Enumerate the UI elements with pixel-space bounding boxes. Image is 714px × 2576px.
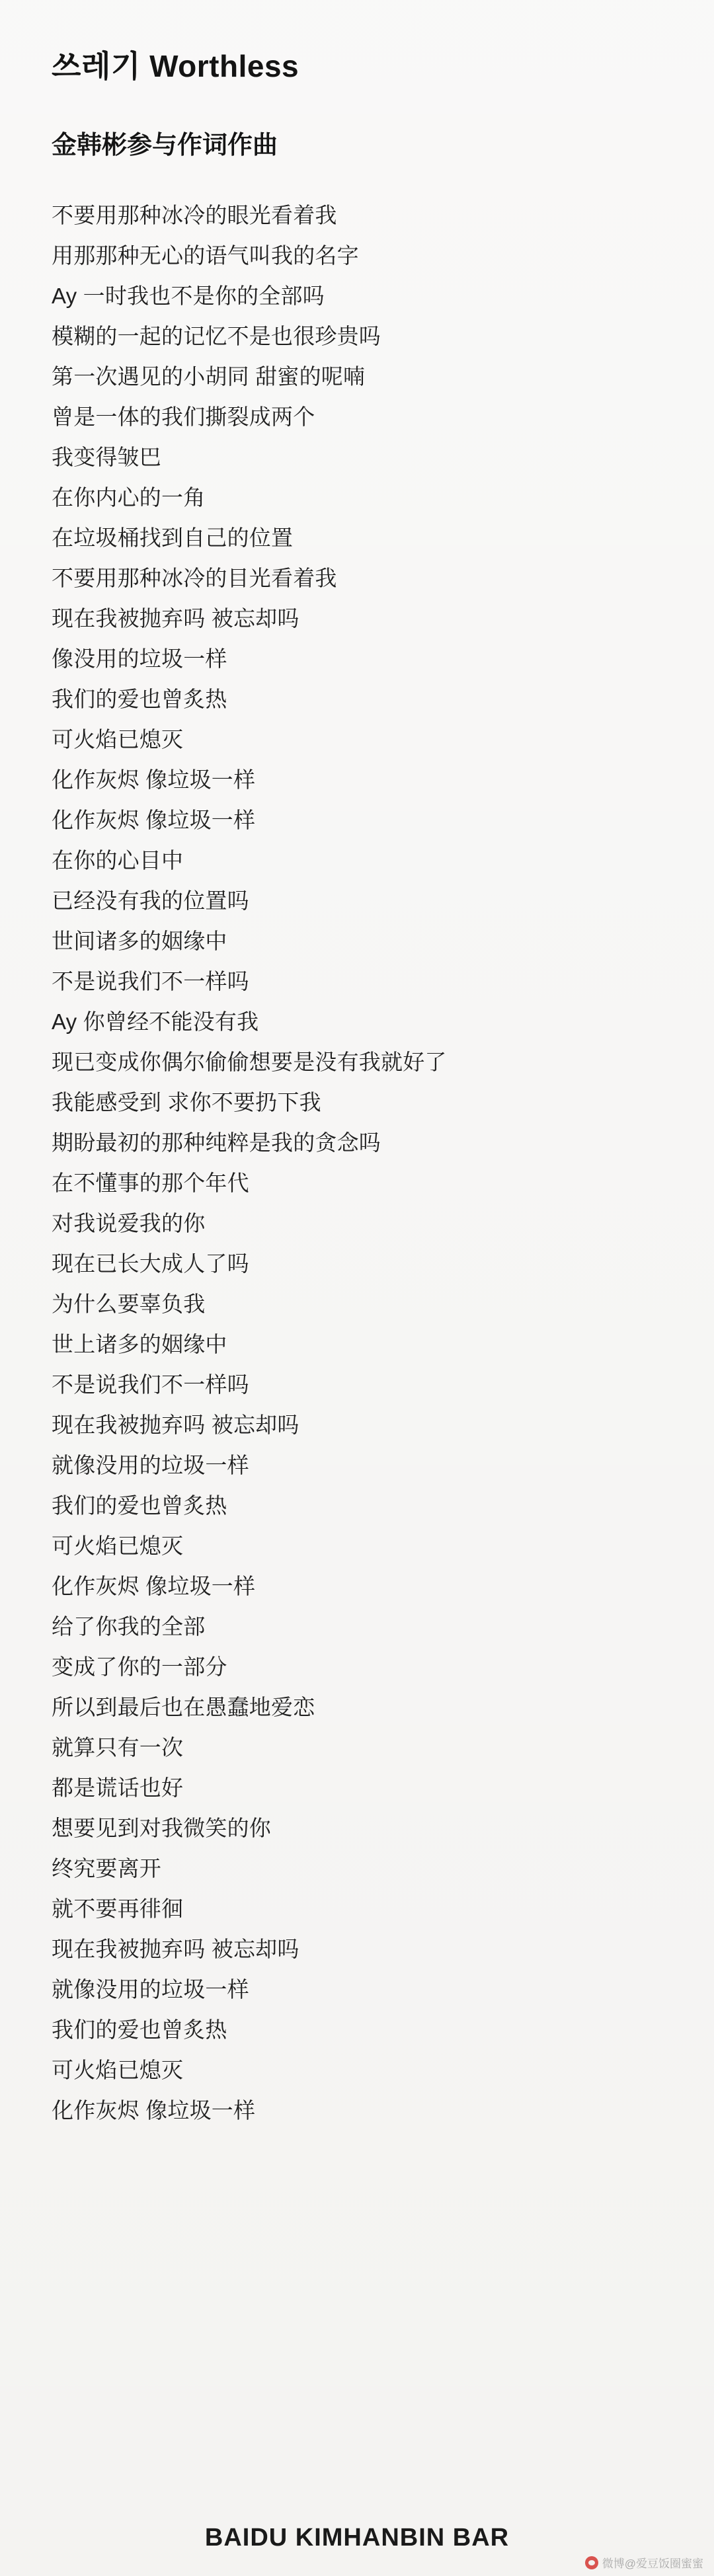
lyric-line: 第一次遇见的小胡同 甜蜜的呢喃 <box>52 364 366 389</box>
lyric-line: 所以到最后也在愚蠢地爱恋 <box>52 1695 315 1719</box>
lyric-line: 化作灰烬 像垃圾一样 <box>52 1574 256 1598</box>
lyric-line: 对我说爱我的你 <box>52 1211 206 1235</box>
lyric-line: 用那那种无心的语气叫我的名字 <box>52 243 359 268</box>
lyric-line: 可火焰已熄灭 <box>52 727 184 752</box>
lyric-line: 不要用那种冰冷的眼光看着我 <box>52 203 337 227</box>
lyric-line: 就像没用的垃圾一样 <box>52 1453 249 1477</box>
lyric-line: 想要见到对我微笑的你 <box>52 1816 271 1840</box>
lyric-line: 在垃圾桶找到自己的位置 <box>52 526 294 550</box>
lyric-line: 我们的爱也曾炙热 <box>52 2017 227 2042</box>
lyric-line: 化作灰烬 像垃圾一样 <box>52 808 256 832</box>
lyric-line: 我变得皱巴 <box>52 445 161 469</box>
lyric-line: 就不要再徘徊 <box>52 1896 184 1921</box>
lyric-line: Ay 一时我也不是你的全部吗 <box>52 284 325 308</box>
lyric-line: 化作灰烬 像垃圾一样 <box>52 767 256 792</box>
lyric-line: 现已变成你偶尔偷偷想要是没有我就好了 <box>52 1050 447 1074</box>
lyric-line: 已经没有我的位置吗 <box>52 888 249 913</box>
lyric-line: 期盼最初的那种纯粹是我的贪念吗 <box>52 1130 381 1155</box>
lyric-line: 都是谎话也好 <box>52 1776 184 1800</box>
lyric-line: 在你内心的一角 <box>52 485 206 510</box>
lyric-line: 就算只有一次 <box>52 1735 184 1760</box>
lyric-line: 我们的爱也曾炙热 <box>52 687 227 711</box>
weibo-icon <box>585 2556 598 2569</box>
lyric-line: 为什么要辜负我 <box>52 1292 206 1316</box>
lyric-line: 现在我被抛弃吗 被忘却吗 <box>52 1937 299 1961</box>
lyric-line: 终究要离开 <box>52 1856 161 1881</box>
footer-text: BAIDU KIMHANBIN BAR <box>204 2524 510 2552</box>
lyric-line: 在不懂事的那个年代 <box>52 1171 249 1195</box>
page-subtitle: 金韩彬参与作词作曲 <box>52 132 278 159</box>
lyric-line: 模糊的一起的记忆不是也很珍贵吗 <box>52 324 381 348</box>
lyric-line: 曾是一体的我们撕裂成两个 <box>52 405 315 429</box>
lyric-line: 可火焰已熄灭 <box>52 1534 184 1558</box>
lyric-line: 现在我被抛弃吗 被忘却吗 <box>52 606 299 631</box>
lyric-line: 给了你我的全部 <box>52 1614 206 1639</box>
footer <box>0 2524 714 2552</box>
lyric-line: 在你的心目中 <box>52 848 184 873</box>
lyric-line: 不是说我们不一样吗 <box>52 1372 249 1397</box>
watermark-text: 微博@爱豆饭圈蜜蜜 <box>602 2557 703 2570</box>
lyric-line: Ay 你曾经不能没有我 <box>52 1009 259 1034</box>
page-title: 쓰레기 Worthless <box>52 49 299 83</box>
lyric-line: 不是说我们不一样吗 <box>52 969 249 994</box>
lyric-line: 我们的爱也曾炙热 <box>52 1493 227 1518</box>
lyric-line: 化作灰烬 像垃圾一样 <box>52 2098 256 2123</box>
lyric-line: 世间诸多的姻缘中 <box>52 929 227 953</box>
lyric-line: 不要用那种冰冷的目光看着我 <box>52 566 337 590</box>
watermark <box>585 2554 703 2571</box>
lyric-line: 就像没用的垃圾一样 <box>52 1977 249 2002</box>
lyric-line: 变成了你的一部分 <box>52 1655 227 1679</box>
lyric-line: 我能感受到 求你不要扔下我 <box>52 1090 321 1114</box>
lyrics-body <box>52 195 662 2130</box>
lyric-line: 现在已长大成人了吗 <box>52 1251 249 1276</box>
lyric-line: 世上诸多的姻缘中 <box>52 1332 227 1356</box>
lyric-line: 像没用的垃圾一样 <box>52 646 227 671</box>
lyric-line: 可火焰已熄灭 <box>52 2058 184 2082</box>
lyric-line: 现在我被抛弃吗 被忘却吗 <box>52 1413 299 1437</box>
